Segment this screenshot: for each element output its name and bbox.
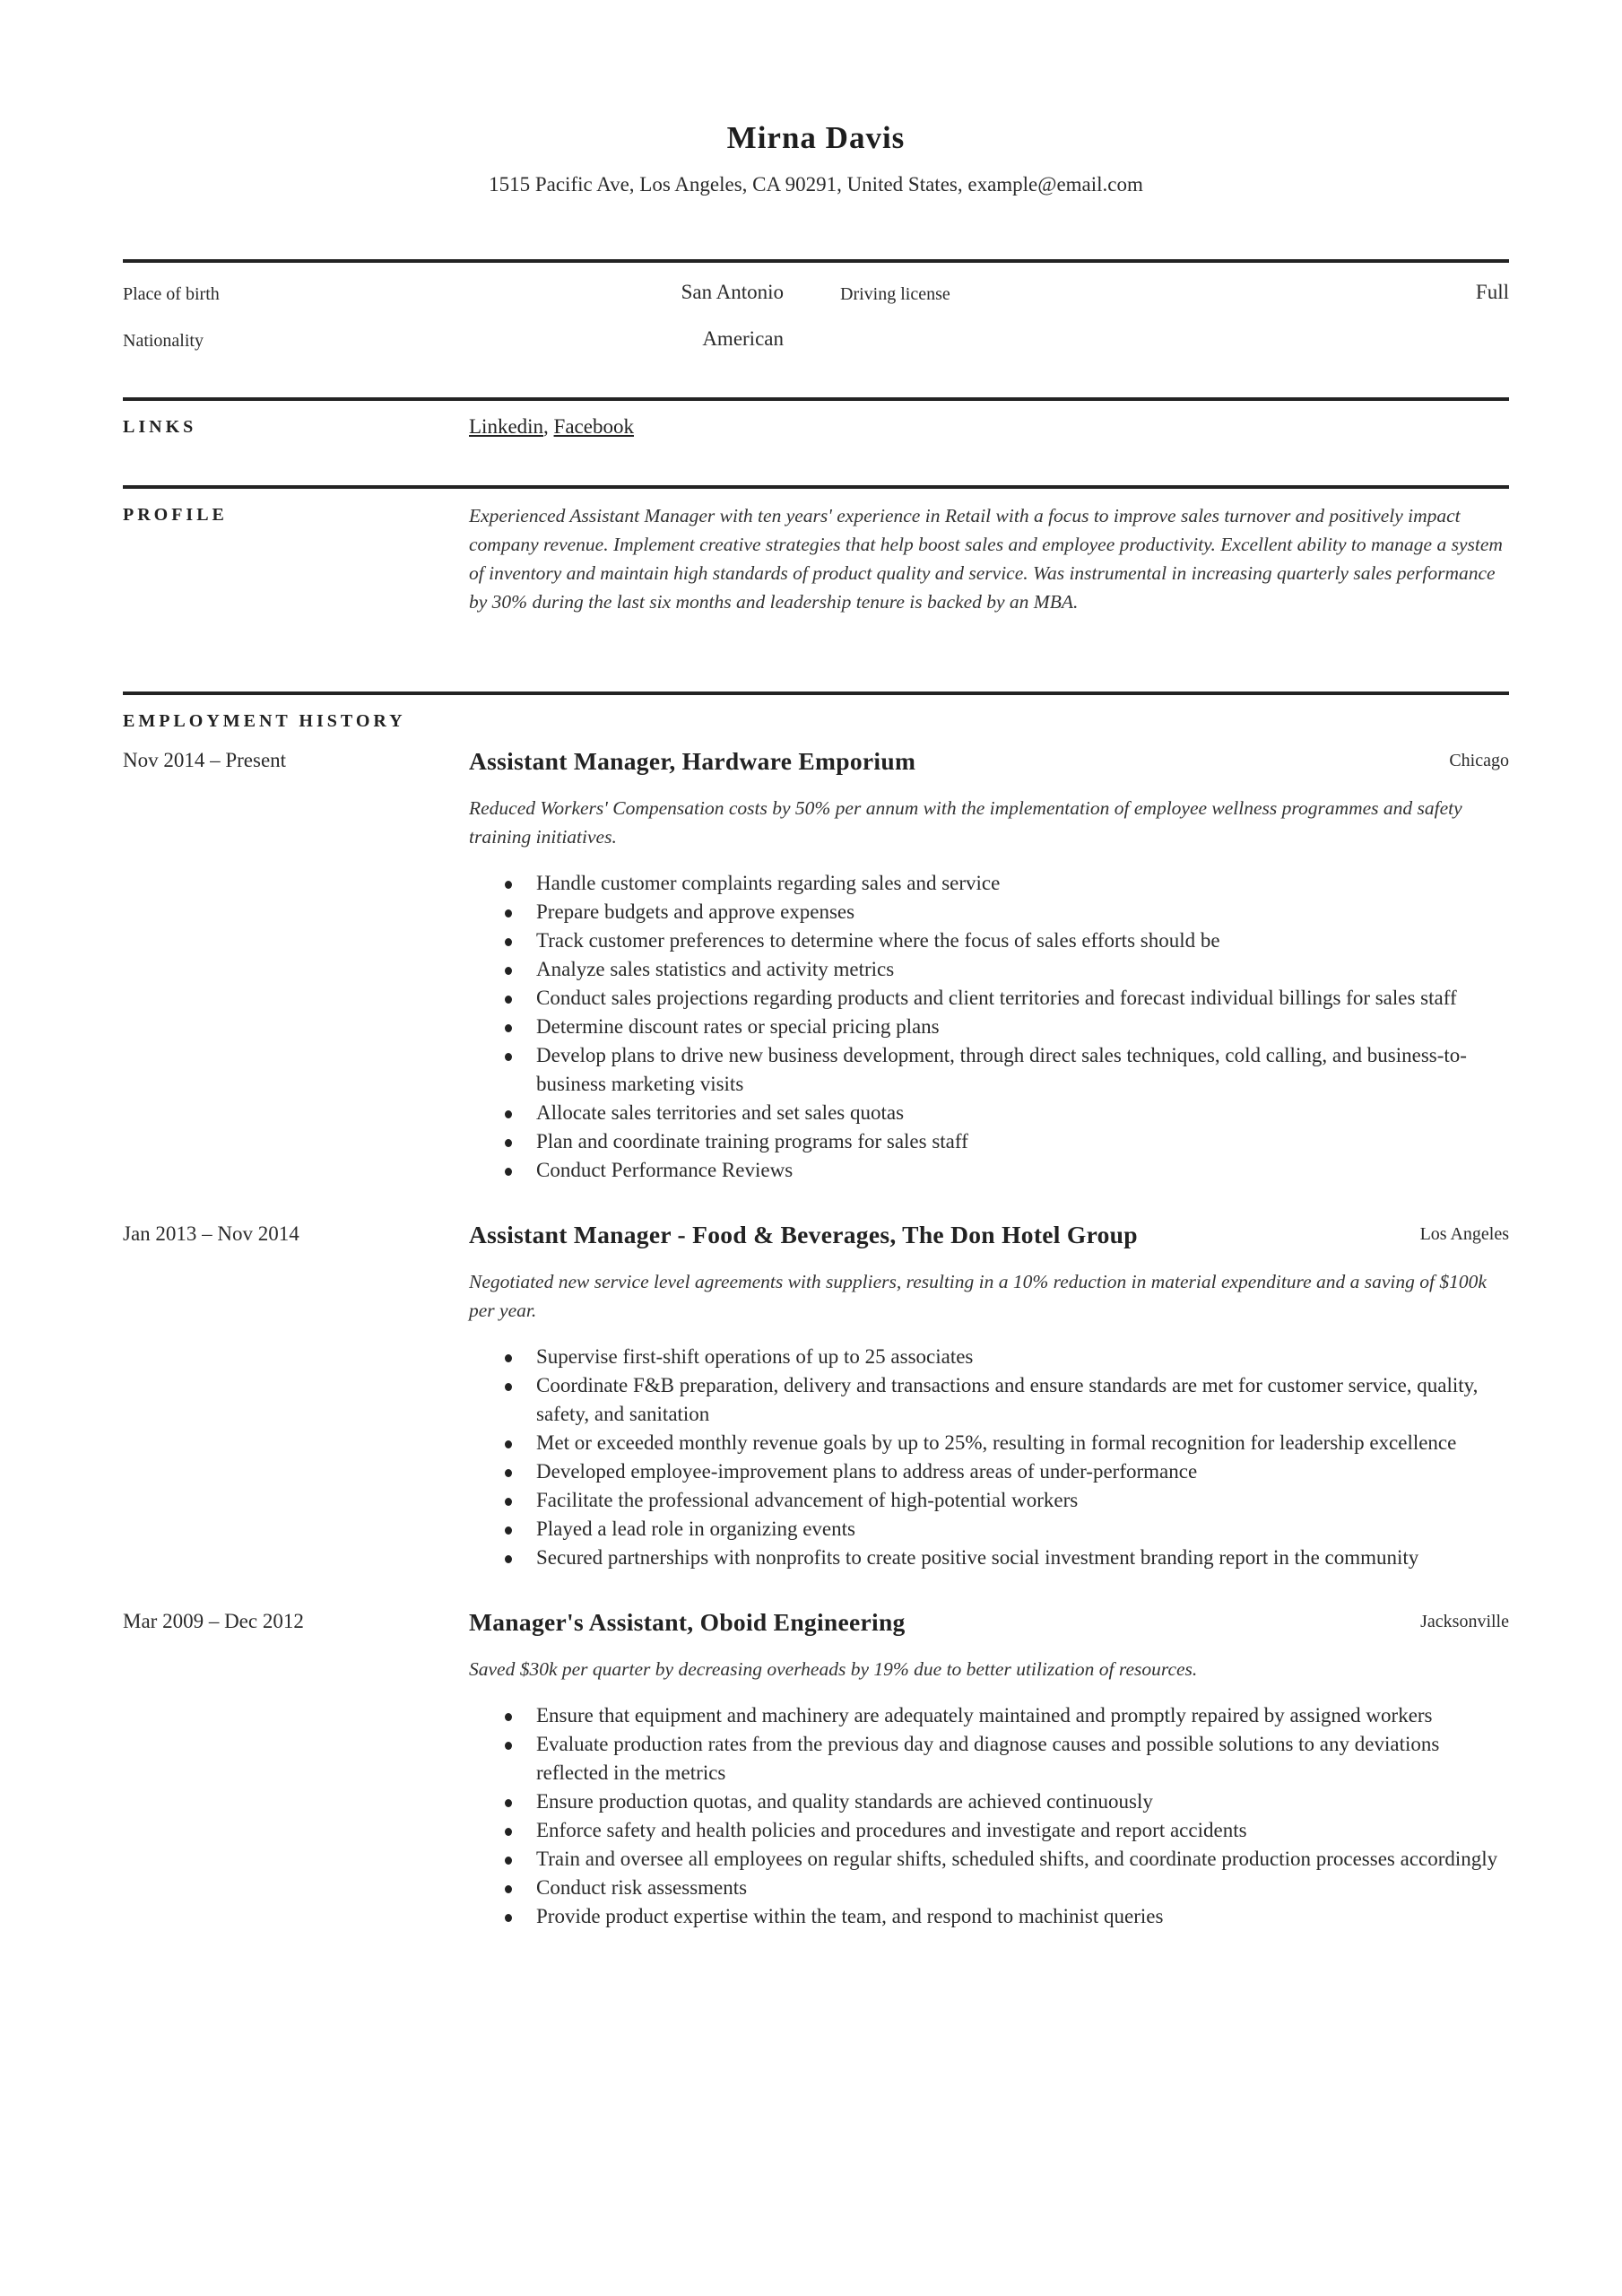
nationality-label: Nationality	[123, 331, 204, 351]
resume-header	[123, 0, 1509, 198]
bullet-icon	[505, 881, 512, 889]
job-city: Jacksonville	[1420, 1612, 1509, 1631]
job-dates: Nov 2014 – Present	[123, 749, 287, 771]
job-title: Manager's Assistant, Oboid Engineering	[469, 1608, 906, 1636]
profile-section	[123, 489, 1509, 691]
duty-item: Provide product expertise within the team, and respond to machinist queries	[469, 1902, 1509, 1931]
place-of-birth-value: San Antonio	[681, 281, 784, 303]
bullet-icon	[505, 1555, 512, 1563]
job-city: Los Angeles	[1419, 1224, 1509, 1244]
driving-license-value: Full	[1475, 281, 1509, 303]
bullet-icon	[505, 1498, 512, 1506]
job-duties	[469, 1343, 1509, 1572]
duty-item: Track customer preferences to determine where the focus of sales efforts should be	[469, 926, 1509, 955]
bullet-icon	[505, 1354, 512, 1362]
job-city: Chicago	[1449, 751, 1509, 770]
duty-item: Handle customer complaints regarding sales and service	[469, 869, 1509, 898]
duty-item: Prepare budgets and approve expenses	[469, 898, 1509, 926]
duty-item: Facilitate the professional advancement of high-potential workers	[469, 1486, 1509, 1515]
duty-item: Evaluate production rates from the previous day and diagnose causes and possible solutions to any deviations reflected in the metrics	[469, 1730, 1509, 1787]
job-dates: Mar 2009 – Dec 2012	[123, 1610, 304, 1632]
driving-license-label: Driving license	[840, 284, 950, 304]
job-duties	[469, 869, 1509, 1185]
profile-text: Experienced Assistant Manager with ten years' experience in Retail with a focus to improve sales turnover and positively impact company revenue. Implement creative strategies that help boost sales and employee productivity. Excellent ability to manage a system of inventory and maintain high standards of product quality and service. Was instrumental in increasing quarterly sales performance by 30% during the last six months and leadership tenure is backed by an MBA.	[469, 505, 1503, 613]
bullet-icon	[505, 1914, 512, 1922]
bullet-icon	[505, 1024, 512, 1032]
job-dates: Jan 2013 – Nov 2014	[123, 1222, 299, 1245]
links-list	[469, 401, 1509, 439]
duty-item: Met or exceeded monthly revenue goals by up to 25%, resulting in formal recognition for leadership excellence	[469, 1429, 1509, 1457]
duty-item: Enforce safety and health policies and procedures and investigate and report accidents	[469, 1816, 1509, 1845]
job-title: Assistant Manager - Food & Beverages, The Don Hotel Group	[469, 1221, 1138, 1248]
bullet-icon	[505, 967, 512, 975]
bullet-icon	[505, 1799, 512, 1807]
job-summary: Reduced Workers' Compensation costs by 50% per annum with the implementation of employee wellness programmes and safety training initiatives.	[469, 797, 1462, 848]
resume-page	[123, 0, 1509, 1931]
bullet-icon	[505, 996, 512, 1004]
job-entry	[123, 1219, 1509, 1572]
bullet-icon	[505, 1440, 512, 1448]
profile-heading: PROFILE	[123, 505, 228, 525]
bullet-icon	[505, 1828, 512, 1836]
bullet-icon	[505, 909, 512, 918]
duty-item: Determine discount rates or special pricing plans	[469, 1013, 1509, 1041]
link-separator: ,	[543, 415, 554, 438]
person-name: Mirna Davis	[726, 120, 906, 155]
job-duties	[469, 1701, 1509, 1931]
duty-item: Allocate sales territories and set sales quotas	[469, 1099, 1509, 1127]
bullet-icon	[505, 1469, 512, 1477]
bullet-icon	[505, 1742, 512, 1750]
links-heading: LINKS	[123, 417, 197, 437]
duty-item: Develop plans to drive new business development, through direct sales techniques, cold calling, and business-to-business marketing visits	[469, 1041, 1509, 1099]
duty-item: Plan and coordinate training programs for sales staff	[469, 1127, 1509, 1156]
duty-item: Developed employee-improvement plans to address areas of under-performance	[469, 1457, 1509, 1486]
bullet-icon	[505, 1713, 512, 1721]
links-section	[123, 401, 1509, 485]
job-entry	[123, 1606, 1509, 1931]
bullet-icon	[505, 1885, 512, 1893]
bullet-icon	[505, 1110, 512, 1118]
duty-item: Conduct risk assessments	[469, 1874, 1509, 1902]
bullet-icon	[505, 1526, 512, 1535]
bullet-icon	[505, 1053, 512, 1061]
duty-item: Analyze sales statistics and activity metrics	[469, 955, 1509, 984]
linkedin-link[interactable]: Linkedin	[469, 415, 544, 438]
duty-item: Conduct Performance Reviews	[469, 1156, 1509, 1185]
bullet-icon	[505, 1168, 512, 1176]
contact-address: 1515 Pacific Ave, Los Angeles, CA 90291, United States, example@email.com	[489, 173, 1143, 196]
duty-item: Secured partnerships with nonprofits to create positive social investment branding report in the community	[469, 1544, 1509, 1572]
duty-item: Coordinate F&B preparation, delivery and transactions and ensure standards are met for customer service, quality, safety, and sanitation	[469, 1371, 1509, 1429]
job-title: Assistant Manager, Hardware Emporium	[469, 747, 916, 775]
personal-details	[123, 263, 1509, 397]
nationality-value: American	[702, 327, 784, 350]
facebook-link[interactable]: Facebook	[553, 415, 634, 438]
duty-item: Ensure that equipment and machinery are adequately maintained and promptly repaired by assigned workers	[469, 1701, 1509, 1730]
bullet-icon	[505, 1383, 512, 1391]
place-of-birth-label: Place of birth	[123, 284, 220, 304]
employment-heading: EMPLOYMENT HISTORY	[123, 711, 406, 731]
duty-item: Supervise first-shift operations of up to 25 associates	[469, 1343, 1509, 1371]
duty-item: Train and oversee all employees on regular shifts, scheduled shifts, and coordinate production processes accordingly	[469, 1845, 1509, 1874]
job-summary: Saved $30k per quarter by decreasing overheads by 19% due to better utilization of resources.	[469, 1658, 1198, 1680]
bullet-icon	[505, 1857, 512, 1865]
employment-section	[123, 695, 1509, 1931]
duty-item: Ensure production quotas, and quality standards are achieved continuously	[469, 1787, 1509, 1816]
duty-item: Conduct sales projections regarding products and client territories and forecast individual billings for sales staff	[469, 984, 1509, 1013]
job-entry	[123, 745, 1509, 1185]
duty-item: Played a lead role in organizing events	[469, 1515, 1509, 1544]
bullet-icon	[505, 1139, 512, 1147]
job-summary: Negotiated new service level agreements with suppliers, resulting in a 10% reduction in material expenditure and a saving of $100k per year.	[469, 1271, 1487, 1321]
bullet-icon	[505, 938, 512, 946]
